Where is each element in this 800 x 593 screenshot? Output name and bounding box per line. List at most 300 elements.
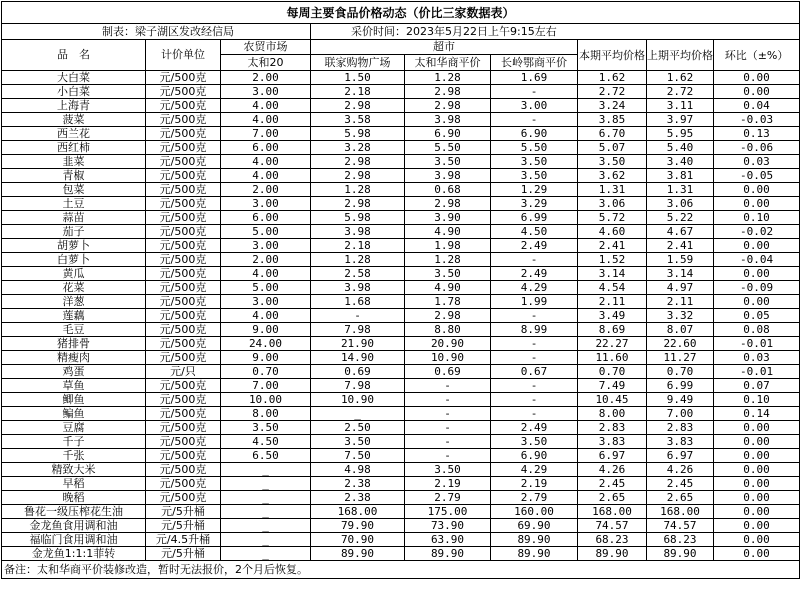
- item-name: 青椒: [2, 169, 146, 183]
- item-unit: 元/500克: [146, 309, 221, 323]
- price-last-avg: 3.32: [647, 309, 714, 323]
- price-changling: 4.29: [491, 463, 578, 477]
- price-ratio: 0.13: [714, 127, 800, 141]
- price-changling: 2.49: [491, 239, 578, 253]
- price-taihe-huashang: 3.50: [405, 463, 491, 477]
- table-row: [2, 547, 800, 561]
- price-taihe-huashang: -: [405, 435, 491, 449]
- price-this-avg: 22.27: [578, 337, 647, 351]
- price-lianjia: 3.28: [311, 141, 405, 155]
- item-unit: 元/500克: [146, 211, 221, 225]
- price-last-avg: 6.99: [647, 379, 714, 393]
- price-ratio: 0.03: [714, 155, 800, 169]
- price-last-avg: 6.97: [647, 449, 714, 463]
- price-lianjia: 79.90: [311, 519, 405, 533]
- price-this-avg: 6.70: [578, 127, 647, 141]
- item-unit: 元/500克: [146, 155, 221, 169]
- table-row: [2, 491, 800, 505]
- price-ratio: -0.06: [714, 141, 800, 155]
- item-name: 鲫鱼: [2, 393, 146, 407]
- price-lianjia: 2.50: [311, 421, 405, 435]
- price-taihe-huashang: 73.90: [405, 519, 491, 533]
- item-unit: 元/500克: [146, 85, 221, 99]
- price-ratio: -0.04: [714, 253, 800, 267]
- price-ratio: 0.07: [714, 379, 800, 393]
- price-last-avg: 3.81: [647, 169, 714, 183]
- item-unit: 元/500克: [146, 351, 221, 365]
- price-ratio: 0.00: [714, 477, 800, 491]
- price-taihe20: 7.00: [221, 379, 311, 393]
- price-taihe-huashang: 89.90: [405, 547, 491, 561]
- item-name: 茄子: [2, 225, 146, 239]
- price-last-avg: 2.11: [647, 295, 714, 309]
- price-taihe-huashang: 3.50: [405, 155, 491, 169]
- price-lianjia: 7.98: [311, 323, 405, 337]
- price-last-avg: 2.83: [647, 421, 714, 435]
- price-taihe20: 2.00: [221, 71, 311, 85]
- price-last-avg: 89.90: [647, 547, 714, 561]
- price-taihe20: 5.00: [221, 225, 311, 239]
- price-last-avg: 8.07: [647, 323, 714, 337]
- price-lianjia: -: [311, 309, 405, 323]
- price-changling: 2.19: [491, 477, 578, 491]
- price-this-avg: 2.72: [578, 85, 647, 99]
- price-this-avg: 7.49: [578, 379, 647, 393]
- table-row: [2, 477, 800, 491]
- price-lianjia: 3.58: [311, 113, 405, 127]
- price-lianjia: 21.90: [311, 337, 405, 351]
- price-this-avg: 0.70: [578, 365, 647, 379]
- price-ratio: 0.00: [714, 267, 800, 281]
- price-this-avg: 11.60: [578, 351, 647, 365]
- price-changling: 69.90: [491, 519, 578, 533]
- price-last-avg: 2.45: [647, 477, 714, 491]
- price-changling: 1.69: [491, 71, 578, 85]
- header-name: 品 名: [2, 40, 146, 71]
- table-row: [2, 281, 800, 295]
- price-changling: 2.49: [491, 421, 578, 435]
- price-last-avg: 22.60: [647, 337, 714, 351]
- item-name: 西红柿: [2, 141, 146, 155]
- price-taihe-huashang: 6.90: [405, 127, 491, 141]
- price-taihe20: 3.00: [221, 85, 311, 99]
- price-changling: 6.99: [491, 211, 578, 225]
- price-lianjia: _: [311, 407, 405, 421]
- price-taihe20: 0.70: [221, 365, 311, 379]
- price-taihe-huashang: 1.28: [405, 253, 491, 267]
- price-ratio: 0.00: [714, 71, 800, 85]
- price-taihe-huashang: 2.79: [405, 491, 491, 505]
- price-lianjia: 7.98: [311, 379, 405, 393]
- price-ratio: 0.00: [714, 183, 800, 197]
- price-lianjia: 1.28: [311, 183, 405, 197]
- price-this-avg: 10.45: [578, 393, 647, 407]
- price-this-avg: 6.97: [578, 449, 647, 463]
- price-ratio: 0.00: [714, 435, 800, 449]
- item-name: 豆腐: [2, 421, 146, 435]
- price-taihe20: 4.50: [221, 435, 311, 449]
- item-name: 蒜苗: [2, 211, 146, 225]
- price-changling: 4.50: [491, 225, 578, 239]
- item-unit: 元/500克: [146, 169, 221, 183]
- price-this-avg: 3.06: [578, 197, 647, 211]
- meta-row: [2, 24, 800, 40]
- price-changling: -: [491, 309, 578, 323]
- price-last-avg: 1.62: [647, 71, 714, 85]
- price-last-avg: 11.27: [647, 351, 714, 365]
- item-name: 胡萝卜: [2, 239, 146, 253]
- price-ratio: -0.03: [714, 113, 800, 127]
- price-ratio: 0.00: [714, 295, 800, 309]
- price-this-avg: 2.65: [578, 491, 647, 505]
- item-name: 精致大米: [2, 463, 146, 477]
- table-row: [2, 533, 800, 547]
- price-ratio: 0.00: [714, 519, 800, 533]
- price-sheet: [1, 1, 799, 591]
- price-changling: 3.50: [491, 155, 578, 169]
- price-ratio: 0.00: [714, 491, 800, 505]
- price-changling: 89.90: [491, 547, 578, 561]
- price-this-avg: 3.85: [578, 113, 647, 127]
- price-last-avg: 3.14: [647, 267, 714, 281]
- item-unit: 元/500克: [146, 393, 221, 407]
- header-store-taihe-huashang: 太和华商平价: [405, 55, 491, 71]
- price-lianjia: 70.90: [311, 533, 405, 547]
- price-last-avg: 3.40: [647, 155, 714, 169]
- table-row: [2, 407, 800, 421]
- table-row: [2, 267, 800, 281]
- price-changling: 1.99: [491, 295, 578, 309]
- item-name: 韭菜: [2, 155, 146, 169]
- price-taihe-huashang: 2.98: [405, 99, 491, 113]
- price-changling: -: [491, 393, 578, 407]
- price-lianjia: 0.69: [311, 365, 405, 379]
- table-row: [2, 295, 800, 309]
- price-ratio: 0.00: [714, 197, 800, 211]
- title-row: [2, 2, 800, 24]
- price-lianjia: 14.90: [311, 351, 405, 365]
- price-this-avg: 2.41: [578, 239, 647, 253]
- price-taihe-huashang: -: [405, 421, 491, 435]
- table-row: [2, 379, 800, 393]
- price-taihe20: 3.00: [221, 295, 311, 309]
- header-store-changling: 长岭鄂商平价: [491, 55, 578, 71]
- price-taihe-huashang: 2.19: [405, 477, 491, 491]
- header-last-avg: 上期平均价格: [647, 40, 714, 71]
- price-last-avg: 4.26: [647, 463, 714, 477]
- price-changling: -: [491, 337, 578, 351]
- table-row: [2, 99, 800, 113]
- price-lianjia: 3.98: [311, 225, 405, 239]
- item-unit: 元/500克: [146, 463, 221, 477]
- price-ratio: 0.00: [714, 505, 800, 519]
- price-taihe20: 4.00: [221, 113, 311, 127]
- price-last-avg: 3.83: [647, 435, 714, 449]
- header-farm-market: 农贸市场: [221, 40, 311, 55]
- item-unit: 元/500克: [146, 295, 221, 309]
- price-taihe-huashang: -: [405, 407, 491, 421]
- table-row: [2, 337, 800, 351]
- price-taihe20: 7.00: [221, 127, 311, 141]
- price-taihe20: 9.00: [221, 323, 311, 337]
- price-taihe20: 3.50: [221, 421, 311, 435]
- item-name: 精瘦肉: [2, 351, 146, 365]
- price-last-avg: 168.00: [647, 505, 714, 519]
- price-taihe20: _: [221, 463, 311, 477]
- price-ratio: 0.14: [714, 407, 800, 421]
- table-row: [2, 323, 800, 337]
- item-unit: 元/500克: [146, 323, 221, 337]
- price-this-avg: 74.57: [578, 519, 647, 533]
- table-row: [2, 435, 800, 449]
- item-name: 猪排骨: [2, 337, 146, 351]
- item-unit: 元/500克: [146, 197, 221, 211]
- footnote: 备注：太和华商平价装修改造，暂时无法报价，2个月后恢复。: [2, 561, 800, 579]
- price-lianjia: 3.98: [311, 281, 405, 295]
- price-lianjia: 168.00: [311, 505, 405, 519]
- price-lianjia: 7.50: [311, 449, 405, 463]
- price-taihe20: 5.00: [221, 281, 311, 295]
- item-unit: 元/500克: [146, 253, 221, 267]
- price-taihe-huashang: 8.80: [405, 323, 491, 337]
- item-unit: 元/500克: [146, 99, 221, 113]
- price-changling: 6.90: [491, 127, 578, 141]
- price-taihe-huashang: -: [405, 449, 491, 463]
- price-ratio: -0.02: [714, 225, 800, 239]
- price-last-avg: 3.06: [647, 197, 714, 211]
- item-unit: 元/500克: [146, 281, 221, 295]
- price-taihe20: _: [221, 505, 311, 519]
- item-name: 晚稻: [2, 491, 146, 505]
- price-taihe20: 8.00: [221, 407, 311, 421]
- item-unit: 元/500克: [146, 379, 221, 393]
- price-taihe-huashang: 0.69: [405, 365, 491, 379]
- item-unit: 元/500克: [146, 337, 221, 351]
- price-this-avg: 68.23: [578, 533, 647, 547]
- price-lianjia: 89.90: [311, 547, 405, 561]
- table-row: [2, 309, 800, 323]
- price-last-avg: 9.49: [647, 393, 714, 407]
- price-this-avg: 3.50: [578, 155, 647, 169]
- price-last-avg: 0.70: [647, 365, 714, 379]
- price-lianjia: 1.68: [311, 295, 405, 309]
- item-name: 土豆: [2, 197, 146, 211]
- table-row: [2, 351, 800, 365]
- price-changling: 3.50: [491, 435, 578, 449]
- table-row: [2, 183, 800, 197]
- price-ratio: 0.00: [714, 421, 800, 435]
- table-row: [2, 127, 800, 141]
- price-last-avg: 68.23: [647, 533, 714, 547]
- price-ratio: 0.00: [714, 463, 800, 477]
- price-this-avg: 3.24: [578, 99, 647, 113]
- price-taihe-huashang: 3.90: [405, 211, 491, 225]
- header-supermarket: 超市: [311, 40, 578, 55]
- price-taihe-huashang: 2.98: [405, 309, 491, 323]
- item-unit: 元/5升桶: [146, 547, 221, 561]
- price-taihe-huashang: -: [405, 393, 491, 407]
- price-ratio: 0.10: [714, 211, 800, 225]
- price-changling: 0.67: [491, 365, 578, 379]
- price-taihe20: _: [221, 533, 311, 547]
- price-ratio: 0.04: [714, 99, 800, 113]
- price-taihe-huashang: 1.98: [405, 239, 491, 253]
- price-taihe-huashang: 0.68: [405, 183, 491, 197]
- price-taihe-huashang: 1.28: [405, 71, 491, 85]
- price-last-avg: 5.22: [647, 211, 714, 225]
- table-row: [2, 449, 800, 463]
- price-lianjia: 4.98: [311, 463, 405, 477]
- price-this-avg: 2.11: [578, 295, 647, 309]
- table-row: [2, 519, 800, 533]
- table-row: [2, 239, 800, 253]
- item-unit: 元/5升桶: [146, 519, 221, 533]
- price-last-avg: 5.40: [647, 141, 714, 155]
- price-this-avg: 3.83: [578, 435, 647, 449]
- item-unit: 元/500克: [146, 71, 221, 85]
- item-name: 早稻: [2, 477, 146, 491]
- price-taihe20: 3.00: [221, 197, 311, 211]
- item-unit: 元/500克: [146, 225, 221, 239]
- item-name: 千张: [2, 449, 146, 463]
- item-unit: 元/500克: [146, 267, 221, 281]
- price-ratio: 0.00: [714, 85, 800, 99]
- item-name: 鸡蛋: [2, 365, 146, 379]
- item-name: 菠菜: [2, 113, 146, 127]
- price-this-avg: 1.62: [578, 71, 647, 85]
- table-row: [2, 113, 800, 127]
- price-lianjia: 2.98: [311, 169, 405, 183]
- price-ratio: -0.01: [714, 365, 800, 379]
- price-last-avg: 7.00: [647, 407, 714, 421]
- item-name: 鳊鱼: [2, 407, 146, 421]
- price-ratio: -0.09: [714, 281, 800, 295]
- item-name: 黄瓜: [2, 267, 146, 281]
- price-lianjia: 2.18: [311, 85, 405, 99]
- price-last-avg: 3.11: [647, 99, 714, 113]
- table-row: [2, 169, 800, 183]
- price-ratio: 0.10: [714, 393, 800, 407]
- compiler-label: 制表：梁子湖区发改经信局: [2, 24, 311, 40]
- price-taihe20: 6.00: [221, 141, 311, 155]
- item-name: 小白菜: [2, 85, 146, 99]
- price-taihe20: 2.00: [221, 183, 311, 197]
- price-last-avg: 5.95: [647, 127, 714, 141]
- price-taihe-huashang: 20.90: [405, 337, 491, 351]
- item-unit: 元/500克: [146, 421, 221, 435]
- item-unit: 元/500克: [146, 407, 221, 421]
- price-last-avg: 3.97: [647, 113, 714, 127]
- price-last-avg: 2.65: [647, 491, 714, 505]
- item-name: 包菜: [2, 183, 146, 197]
- price-last-avg: 2.72: [647, 85, 714, 99]
- item-unit: 元/500克: [146, 183, 221, 197]
- item-unit: 元/4.5升桶: [146, 533, 221, 547]
- price-taihe-huashang: 3.98: [405, 169, 491, 183]
- price-ratio: -0.05: [714, 169, 800, 183]
- item-name: 花菜: [2, 281, 146, 295]
- price-ratio: 0.00: [714, 449, 800, 463]
- price-changling: -: [491, 407, 578, 421]
- price-taihe-huashang: 1.78: [405, 295, 491, 309]
- price-last-avg: 4.67: [647, 225, 714, 239]
- price-taihe20: _: [221, 491, 311, 505]
- price-this-avg: 2.83: [578, 421, 647, 435]
- item-name: 上海青: [2, 99, 146, 113]
- price-this-avg: 5.07: [578, 141, 647, 155]
- item-unit: 元/5升桶: [146, 505, 221, 519]
- price-this-avg: 8.00: [578, 407, 647, 421]
- item-name: 洋葱: [2, 295, 146, 309]
- price-taihe20: 3.00: [221, 239, 311, 253]
- price-taihe-huashang: 10.90: [405, 351, 491, 365]
- price-ratio: 0.00: [714, 533, 800, 547]
- price-changling: -: [491, 351, 578, 365]
- price-ratio: 0.00: [714, 547, 800, 561]
- price-changling: 5.50: [491, 141, 578, 155]
- price-taihe20: _: [221, 477, 311, 491]
- item-name: 草鱼: [2, 379, 146, 393]
- price-lianjia: 2.38: [311, 477, 405, 491]
- price-lianjia: 3.50: [311, 435, 405, 449]
- price-taihe20: _: [221, 547, 311, 561]
- price-taihe20: 4.00: [221, 309, 311, 323]
- table-row: [2, 141, 800, 155]
- item-name: 西兰花: [2, 127, 146, 141]
- price-this-avg: 4.54: [578, 281, 647, 295]
- price-lianjia: 2.98: [311, 155, 405, 169]
- table-row: [2, 211, 800, 225]
- table-row: [2, 393, 800, 407]
- item-unit: 元/500克: [146, 141, 221, 155]
- price-taihe-huashang: 175.00: [405, 505, 491, 519]
- price-this-avg: 3.62: [578, 169, 647, 183]
- price-lianjia: 10.90: [311, 393, 405, 407]
- table-row: [2, 225, 800, 239]
- table-row: [2, 71, 800, 85]
- price-taihe-huashang: -: [405, 379, 491, 393]
- table-row: [2, 365, 800, 379]
- item-name: 金龙鱼食用调和油: [2, 519, 146, 533]
- price-changling: -: [491, 113, 578, 127]
- price-changling: -: [491, 379, 578, 393]
- price-taihe20: 4.00: [221, 155, 311, 169]
- price-this-avg: 1.52: [578, 253, 647, 267]
- price-lianjia: 1.28: [311, 253, 405, 267]
- item-unit: 元/500克: [146, 477, 221, 491]
- price-this-avg: 4.60: [578, 225, 647, 239]
- price-taihe-huashang: 3.50: [405, 267, 491, 281]
- item-unit: 元/只: [146, 365, 221, 379]
- price-changling: 89.90: [491, 533, 578, 547]
- price-ratio: 0.00: [714, 239, 800, 253]
- price-lianjia: 2.18: [311, 239, 405, 253]
- price-changling: 3.00: [491, 99, 578, 113]
- header-store-lianjia: 联家购物广场: [311, 55, 405, 71]
- price-last-avg: 1.31: [647, 183, 714, 197]
- table-row: [2, 421, 800, 435]
- price-lianjia: 2.38: [311, 491, 405, 505]
- price-changling: -: [491, 253, 578, 267]
- header-this-avg: 本期平均价格: [578, 40, 647, 71]
- price-this-avg: 8.69: [578, 323, 647, 337]
- price-ratio: 0.03: [714, 351, 800, 365]
- table-row: [2, 197, 800, 211]
- price-this-avg: 5.72: [578, 211, 647, 225]
- price-taihe20: 9.00: [221, 351, 311, 365]
- item-name: 鲁花一级压榨花生油: [2, 505, 146, 519]
- item-name: 白萝卜: [2, 253, 146, 267]
